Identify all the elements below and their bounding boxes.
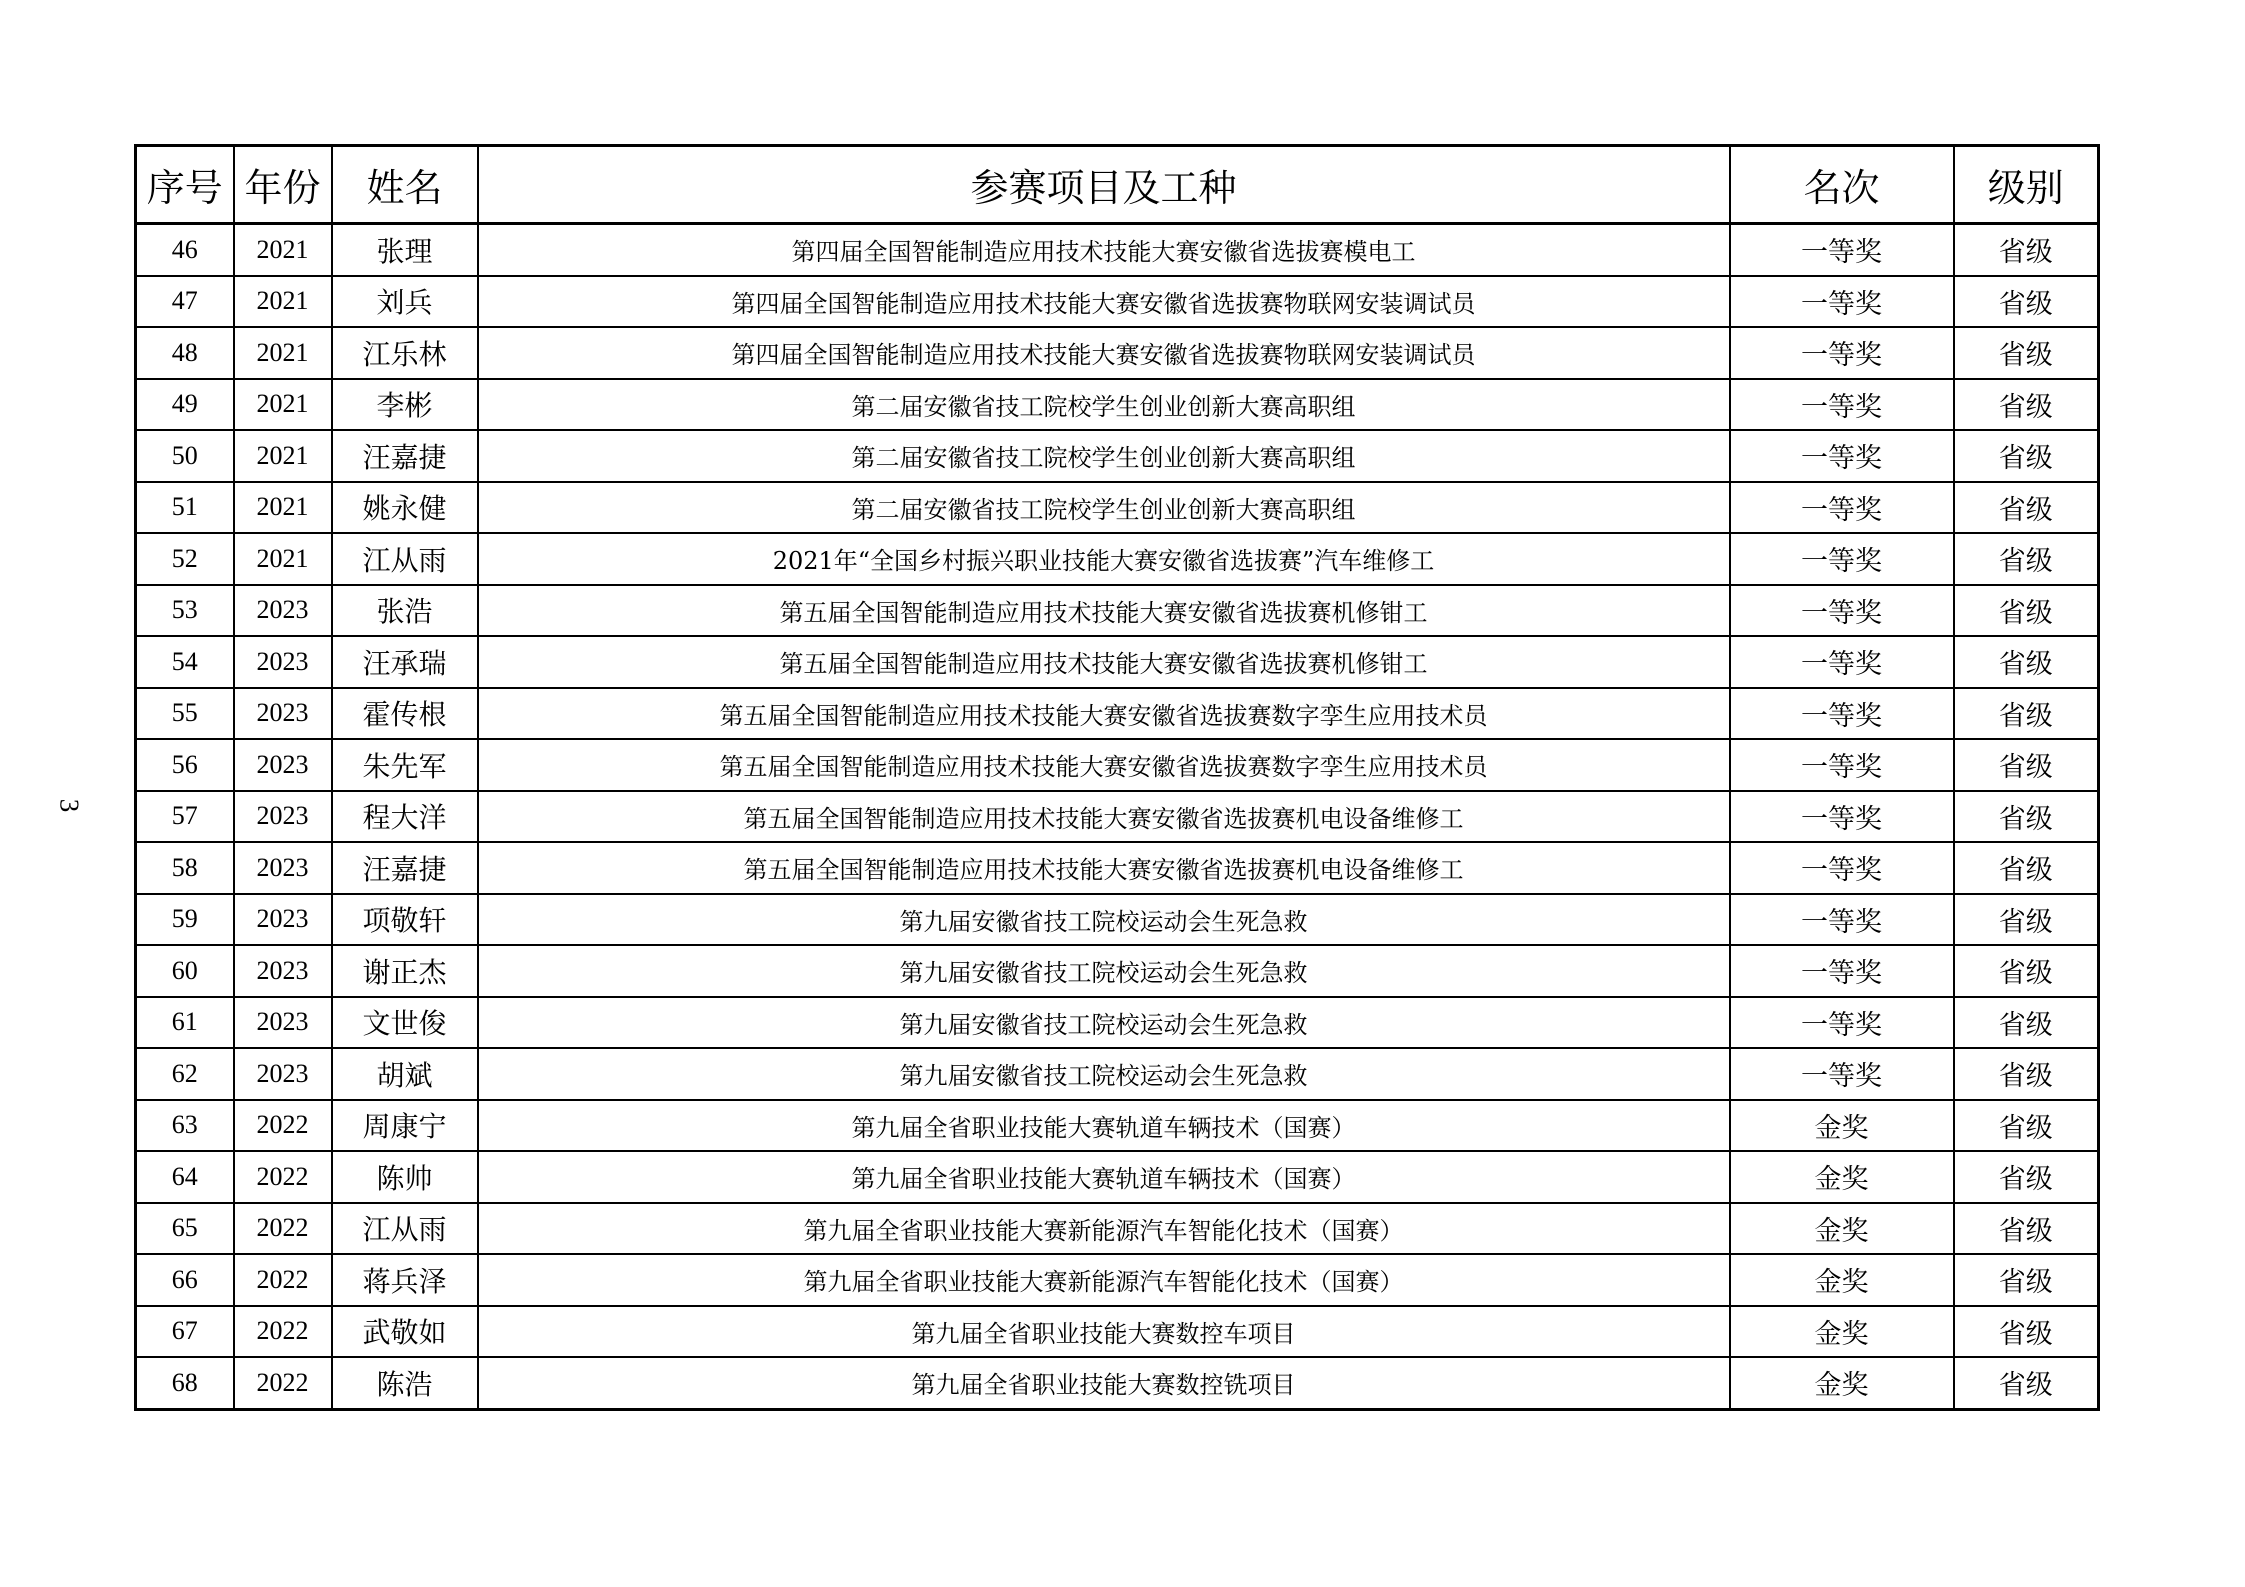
cell-seq: 63 [136,1100,234,1152]
table-row [136,224,2099,276]
cell-item: 第九届全省职业技能大赛数控铣项目 [478,1357,1730,1409]
table-row [136,1048,2099,1100]
cell-rank: 一等奖 [1730,533,1954,585]
cell-rank: 一等奖 [1730,739,1954,791]
cell-year: 2023 [234,636,332,688]
cell-item: 2021年“全国乡村振兴职业技能大赛安徽省选拔赛”汽车维修工 [478,533,1730,585]
cell-rank: 一等奖 [1730,482,1954,534]
cell-seq: 57 [136,791,234,843]
cell-year: 2022 [234,1100,332,1152]
cell-rank: 一等奖 [1730,842,1954,894]
cell-level: 省级 [1954,1100,2099,1152]
cell-item: 第四届全国智能制造应用技术技能大赛安徽省选拔赛物联网安装调试员 [478,327,1730,379]
cell-level: 省级 [1954,276,2099,328]
cell-name: 李彬 [332,379,478,431]
cell-name: 程大洋 [332,791,478,843]
cell-item: 第九届全省职业技能大赛新能源汽车智能化技术（国赛） [478,1203,1730,1255]
cell-rank: 金奖 [1730,1306,1954,1358]
cell-rank: 一等奖 [1730,791,1954,843]
table-row [136,894,2099,946]
cell-year: 2023 [234,842,332,894]
header-rank: 名次 [1730,146,1954,224]
header-name: 姓名 [332,146,478,224]
table-row [136,430,2099,482]
cell-name: 周康宁 [332,1100,478,1152]
cell-seq: 47 [136,276,234,328]
cell-item: 第二届安徽省技工院校学生创业创新大赛高职组 [478,482,1730,534]
cell-name: 谢正杰 [332,945,478,997]
cell-year: 2023 [234,688,332,740]
table-row [136,791,2099,843]
page-number: 3 [54,798,85,813]
cell-level: 省级 [1954,533,2099,585]
cell-rank: 一等奖 [1730,688,1954,740]
cell-name: 汪嘉捷 [332,430,478,482]
cell-rank: 一等奖 [1730,1048,1954,1100]
table-row [136,533,2099,585]
cell-item: 第五届全国智能制造应用技术技能大赛安徽省选拔赛数字孪生应用技术员 [478,739,1730,791]
cell-name: 陈浩 [332,1357,478,1409]
cell-name: 张理 [332,224,478,276]
table-row [136,1203,2099,1255]
table-row [136,1100,2099,1152]
table-row [136,842,2099,894]
table-row [136,636,2099,688]
cell-name: 江从雨 [332,1203,478,1255]
cell-level: 省级 [1954,842,2099,894]
cell-rank: 金奖 [1730,1203,1954,1255]
cell-name: 武敬如 [332,1306,478,1358]
cell-year: 2023 [234,585,332,637]
cell-rank: 一等奖 [1730,894,1954,946]
cell-item: 第九届安徽省技工院校运动会生死急救 [478,997,1730,1049]
cell-rank: 一等奖 [1730,276,1954,328]
cell-name: 霍传根 [332,688,478,740]
cell-seq: 52 [136,533,234,585]
cell-rank: 一等奖 [1730,945,1954,997]
cell-year: 2021 [234,379,332,431]
cell-item: 第二届安徽省技工院校学生创业创新大赛高职组 [478,430,1730,482]
cell-rank: 一等奖 [1730,636,1954,688]
header-year: 年份 [234,146,332,224]
cell-item: 第九届全省职业技能大赛数控车项目 [478,1306,1730,1358]
cell-level: 省级 [1954,1306,2099,1358]
cell-name: 蒋兵泽 [332,1254,478,1306]
cell-year: 2021 [234,482,332,534]
table-row [136,1151,2099,1203]
cell-item: 第九届安徽省技工院校运动会生死急救 [478,894,1730,946]
table-row [136,482,2099,534]
cell-year: 2021 [234,276,332,328]
cell-name: 刘兵 [332,276,478,328]
cell-name: 江乐林 [332,327,478,379]
cell-rank: 金奖 [1730,1151,1954,1203]
cell-seq: 68 [136,1357,234,1409]
header-item: 参赛项目及工种 [478,146,1730,224]
cell-rank: 一等奖 [1730,430,1954,482]
cell-name: 陈帅 [332,1151,478,1203]
cell-year: 2023 [234,997,332,1049]
cell-seq: 54 [136,636,234,688]
cell-item: 第九届全省职业技能大赛轨道车辆技术（国赛） [478,1100,1730,1152]
cell-seq: 59 [136,894,234,946]
cell-name: 朱先军 [332,739,478,791]
cell-rank: 一等奖 [1730,379,1954,431]
cell-rank: 一等奖 [1730,224,1954,276]
cell-seq: 60 [136,945,234,997]
cell-year: 2021 [234,327,332,379]
cell-rank: 一等奖 [1730,585,1954,637]
cell-level: 省级 [1954,894,2099,946]
cell-level: 省级 [1954,482,2099,534]
cell-level: 省级 [1954,945,2099,997]
awards-table [134,144,2100,1411]
header-level: 级别 [1954,146,2099,224]
cell-level: 省级 [1954,1151,2099,1203]
cell-rank: 金奖 [1730,1254,1954,1306]
cell-name: 张浩 [332,585,478,637]
cell-year: 2021 [234,224,332,276]
cell-year: 2022 [234,1254,332,1306]
cell-level: 省级 [1954,430,2099,482]
cell-seq: 53 [136,585,234,637]
cell-item: 第五届全国智能制造应用技术技能大赛安徽省选拔赛机电设备维修工 [478,842,1730,894]
cell-seq: 66 [136,1254,234,1306]
cell-year: 2021 [234,533,332,585]
cell-item: 第九届全省职业技能大赛轨道车辆技术（国赛） [478,1151,1730,1203]
cell-level: 省级 [1954,997,2099,1049]
cell-name: 汪嘉捷 [332,842,478,894]
cell-seq: 50 [136,430,234,482]
cell-seq: 49 [136,379,234,431]
cell-level: 省级 [1954,585,2099,637]
cell-rank: 一等奖 [1730,327,1954,379]
cell-level: 省级 [1954,1357,2099,1409]
table-row [136,688,2099,740]
cell-rank: 金奖 [1730,1357,1954,1409]
cell-year: 2022 [234,1357,332,1409]
cell-year: 2022 [234,1306,332,1358]
cell-seq: 67 [136,1306,234,1358]
cell-item: 第四届全国智能制造应用技术技能大赛安徽省选拔赛模电工 [478,224,1730,276]
cell-seq: 48 [136,327,234,379]
cell-year: 2021 [234,430,332,482]
cell-item: 第四届全国智能制造应用技术技能大赛安徽省选拔赛物联网安装调试员 [478,276,1730,328]
cell-rank: 金奖 [1730,1100,1954,1152]
cell-year: 2023 [234,945,332,997]
cell-name: 项敬轩 [332,894,478,946]
cell-rank: 一等奖 [1730,997,1954,1049]
cell-year: 2023 [234,739,332,791]
table-row [136,1254,2099,1306]
cell-seq: 56 [136,739,234,791]
cell-item: 第五届全国智能制造应用技术技能大赛安徽省选拔赛机修钳工 [478,585,1730,637]
table-header-row [136,146,2099,224]
cell-level: 省级 [1954,327,2099,379]
cell-year: 2023 [234,894,332,946]
cell-name: 汪承瑞 [332,636,478,688]
cell-year: 2022 [234,1151,332,1203]
cell-item: 第五届全国智能制造应用技术技能大赛安徽省选拔赛数字孪生应用技术员 [478,688,1730,740]
table-row [136,1306,2099,1358]
cell-level: 省级 [1954,224,2099,276]
cell-name: 文世俊 [332,997,478,1049]
cell-year: 2022 [234,1203,332,1255]
cell-seq: 65 [136,1203,234,1255]
cell-item: 第九届安徽省技工院校运动会生死急救 [478,1048,1730,1100]
cell-level: 省级 [1954,1203,2099,1255]
header-seq: 序号 [136,146,234,224]
cell-seq: 61 [136,997,234,1049]
cell-year: 2023 [234,1048,332,1100]
table-row [136,379,2099,431]
cell-item: 第五届全国智能制造应用技术技能大赛安徽省选拔赛机修钳工 [478,636,1730,688]
cell-item: 第二届安徽省技工院校学生创业创新大赛高职组 [478,379,1730,431]
table-row [136,1357,2099,1409]
cell-seq: 51 [136,482,234,534]
cell-level: 省级 [1954,1048,2099,1100]
cell-item: 第五届全国智能制造应用技术技能大赛安徽省选拔赛机电设备维修工 [478,791,1730,843]
table-row [136,327,2099,379]
cell-name: 江从雨 [332,533,478,585]
cell-level: 省级 [1954,791,2099,843]
cell-year: 2023 [234,791,332,843]
cell-seq: 64 [136,1151,234,1203]
cell-item: 第九届安徽省技工院校运动会生死急救 [478,945,1730,997]
cell-seq: 58 [136,842,234,894]
cell-name: 姚永健 [332,482,478,534]
table-row [136,739,2099,791]
table-row [136,585,2099,637]
table-row [136,945,2099,997]
cell-level: 省级 [1954,1254,2099,1306]
cell-name: 胡斌 [332,1048,478,1100]
table-row [136,997,2099,1049]
cell-seq: 55 [136,688,234,740]
table-row [136,276,2099,328]
cell-level: 省级 [1954,636,2099,688]
cell-level: 省级 [1954,688,2099,740]
cell-item: 第九届全省职业技能大赛新能源汽车智能化技术（国赛） [478,1254,1730,1306]
cell-level: 省级 [1954,739,2099,791]
cell-seq: 62 [136,1048,234,1100]
cell-level: 省级 [1954,379,2099,431]
cell-seq: 46 [136,224,234,276]
